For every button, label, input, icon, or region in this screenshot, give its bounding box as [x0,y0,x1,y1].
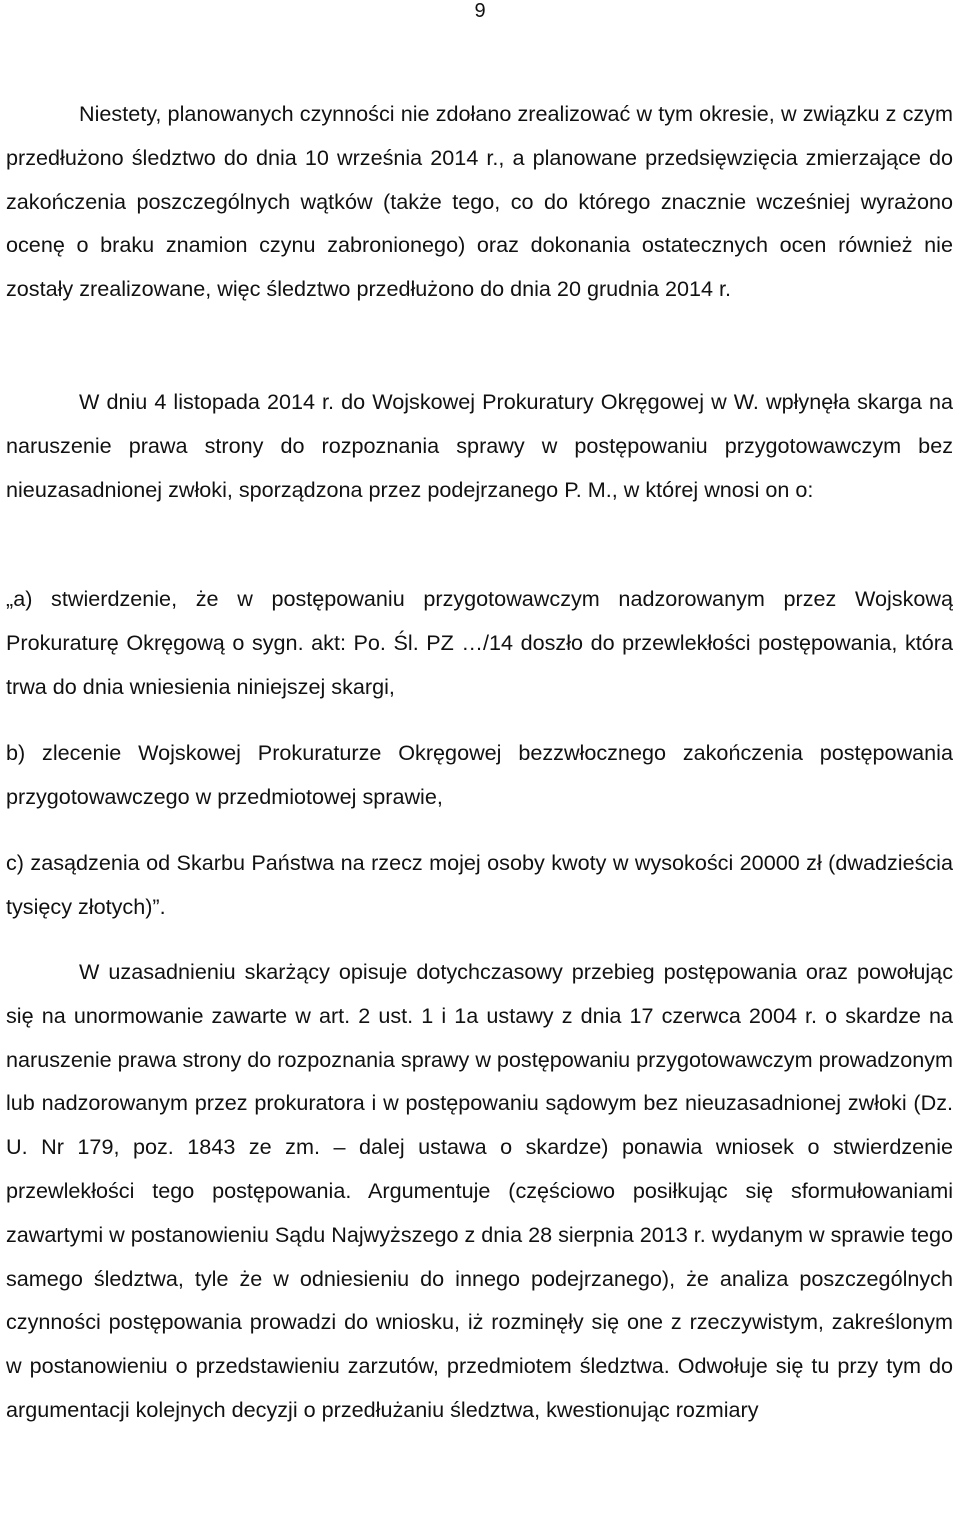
page-number: 9 [474,0,486,22]
paragraph-text: c) zasądzenia od Skarbu Państwa na rzecz mojej osoby kwoty w wysokości 20000 zł (dwadzieścia tysięcy złotych)”. [6,850,953,919]
complaint-point-c [6,841,953,929]
paragraph-complaint-intro [6,380,953,511]
complaint-point-b [6,731,953,819]
paragraph-text: Niestety, planowanych czynności nie zdołano zrealizować w tym okresie, w związku z czym przedłużono śledztwo do dnia 10 września 2014 r., a planowane przedsięwzięcia zmierzające do zakończenia poszczególnych wątków (także tego, co do którego znacznie wcześniej wyrażono ocenę o braku znamion czynu zabronionego) oraz dokonania ostatecznych ocen również nie zostały zrealizowane, więc śledztwo przedłużono do dnia 20 grudnia 2014 r. [6,101,953,302]
complaint-point-a [6,577,953,708]
paragraph-text: „a) stwierdzenie, że w postępowaniu przygotowawczym nadzorowanym przez Wojskową Prokuraturę Okręgową o sygn. akt: Po. Śl. PZ …/14 doszło do przewlekłości postępowania, która trwa do dnia wniesienia niniejszej skargi, [6,586,953,699]
paragraph-text: W dniu 4 listopada 2014 r. do Wojskowej Prokuratury Okręgowej w W. wpłynęła skarga na naruszenie prawa strony do rozpoznania sprawy w postępowaniu przygotowawczym bez nieuzasadnionej zwłoki, sporządzona przez podejrzanego P. M., w której wnosi on o: [6,389,953,502]
paragraph-text: W uzasadnieniu skarżący opisuje dotychczasowy przebieg postępowania oraz powołując się na unormowanie zawarte w art. 2 ust. 1 i 1a ustawy z dnia 17 czerwca 2004 r. o skardze na naruszenie prawa strony do rozpoznania sprawy w postępowaniu przygotowawczym prowadzonym lub nadzorowanym przez prokuratora i w postępowaniu sądowym bez nieuzasadnionej zwłoki (Dz. U. Nr 179, poz. 1843 ze zm. – dalej ustawa o skardze) ponawia wniosek o stwierdzenie przewlekłości tego postępowania. Argumentuje (częściowo posiłkując się sformułowaniami zawartymi w postanowieniu Sądu Najwyższego z dnia 28 sierpnia 2013 r. wydanym w sprawie tego samego śledztwa, tyle że w odniesieniu do innego podejrzanego), że analiza poszczególnych czynności postępowania prowadzi do wniosku, iż rozminęły się one z rzeczywistym, zakreślonym w postanowieniu o przedstawieniu zarzutów, przedmiotem śledztwa. Odwołuje się tu przy tym do argumentacji kolejnych decyzji o przedłużaniu śledztwa, kwestionując rozmiary [6,959,954,1422]
paragraph-justification [6,950,953,1432]
paragraph-extension-info [6,92,953,311]
paragraph-text: b) zlecenie Wojskowej Prokuraturze Okręgowej bezzwłocznego zakończenia postępowania przygotowawczego w przedmiotowej sprawie, [6,740,953,809]
